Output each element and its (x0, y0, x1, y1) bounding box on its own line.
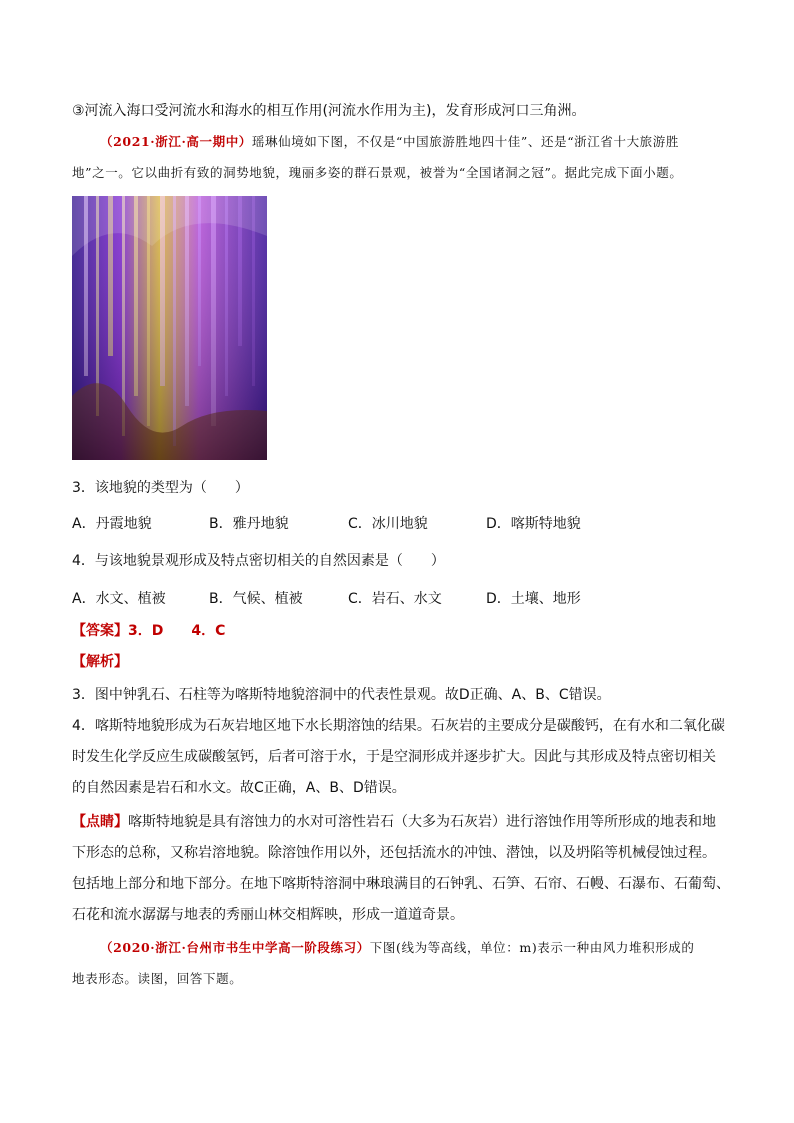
answer-line (72, 621, 225, 641)
passage1-text1: 瑶琳仙境如下图，不仅是“中国旅游胜地四十佳”、还是“浙江省十大旅游胜 (251, 134, 679, 149)
passage2-text1: 下图(线为等高线，单位：m)表示一种由风力堆积形成的 (369, 940, 695, 955)
q4-option-b: B．气候、植被 (209, 591, 303, 607)
tip-line-1 (72, 812, 716, 832)
analysis-line-4 (72, 778, 406, 798)
q4-stem (72, 551, 445, 571)
q4-stem-text: 4．与该地貌景观形成及特点密切相关的自然因素是（ ） (72, 553, 445, 569)
passage2-line1 (100, 938, 695, 958)
q3-option-d: D．喀斯特地貌 (486, 516, 581, 532)
cave-illustration (72, 196, 267, 460)
q3-stem (72, 478, 249, 498)
q3-option-c: C．冰川地貌 (348, 516, 428, 532)
tip-text-2: 下形态的总称，又称岩溶地貌。除溶蚀作用以外，还包括流水的冲蚀、潜蚀，以及坍陷等机械侵蚀过程。 (72, 845, 716, 861)
answer-label: 【答案】 (72, 623, 128, 639)
analysis-text-3: 时发生化学反应生成碳酸氢钙，后者可溶于水，于是空洞形成并逐步扩大。因此与其形成及特点密切相关 (72, 749, 716, 765)
q4-option-a: A．水文、植被 (72, 591, 166, 607)
analysis-text-2: 4．喀斯特地貌形成为石灰岩地区地下水长期溶蚀的结果。石灰岩的主要成分是碳酸钙，在有水和二氧化碳 (72, 718, 725, 734)
passage1-source: （2021·浙江·高一期中） (100, 134, 252, 149)
karst-cave-photo (72, 196, 267, 460)
passage1-line2 (72, 163, 682, 183)
q4-option-c: C．岩石、水文 (348, 591, 442, 607)
analysis-text-4: 的自然因素是岩石和水文。故C正确，A、B、D错误。 (72, 780, 406, 796)
analysis-line-2 (72, 716, 725, 736)
passage2-line2 (72, 969, 242, 989)
q3-stem-text: 3．该地貌的类型为（ ） (72, 480, 249, 496)
analysis-line-1 (72, 685, 611, 705)
tip-line-3 (72, 874, 730, 894)
q3-option-b: B．雅丹地貌 (209, 516, 289, 532)
tip-text-3: 包括地上部分和地下部分。在地下喀斯特溶洞中琳琅满目的石钟乳、石笋、石帘、石幔、石瀑布、石葡萄、 (72, 876, 730, 892)
tip-text-4: 石花和流水潺潺与地表的秀丽山林交相辉映，形成一道道奇景。 (72, 907, 464, 923)
answer-text: 3．D 4．C (128, 623, 226, 639)
intro-line (72, 101, 585, 121)
analysis-label: 【解析】 (72, 654, 128, 670)
passage1-text2: 地”之一。它以曲折有致的洞势地貌，瑰丽多姿的群石景观，被誉为“全国诸洞之冠”。据此完成下面小题。 (72, 165, 683, 180)
q3-option-a: A．丹霞地貌 (72, 516, 152, 532)
passage1-line1 (100, 132, 679, 152)
tip-text-1: 喀斯特地貌是具有溶蚀力的水对可溶性岩石（大多为石灰岩）进行溶蚀作用等所形成的地表和地 (128, 814, 716, 830)
tip-line-2 (72, 843, 716, 863)
passage2-text2: 地表形态。读图，回答下题。 (72, 971, 243, 986)
analysis-line-3 (72, 747, 716, 767)
intro-text: ③河流入海口受河流水和海水的相互作用(河流水作用为主)，发育形成河口三角洲。 (72, 103, 586, 119)
analysis-text-1: 3．图中钟乳石、石柱等为喀斯特地貌溶洞中的代表性景观。故D正确、A、B、C错误。 (72, 687, 611, 703)
passage2-source: （2020·浙江·台州市书生中学高一阶段练习） (100, 940, 370, 955)
tip-line-4 (72, 905, 464, 925)
tip-label: 【点睛】 (72, 814, 128, 830)
q4-option-d: D．土壤、地形 (486, 591, 581, 607)
